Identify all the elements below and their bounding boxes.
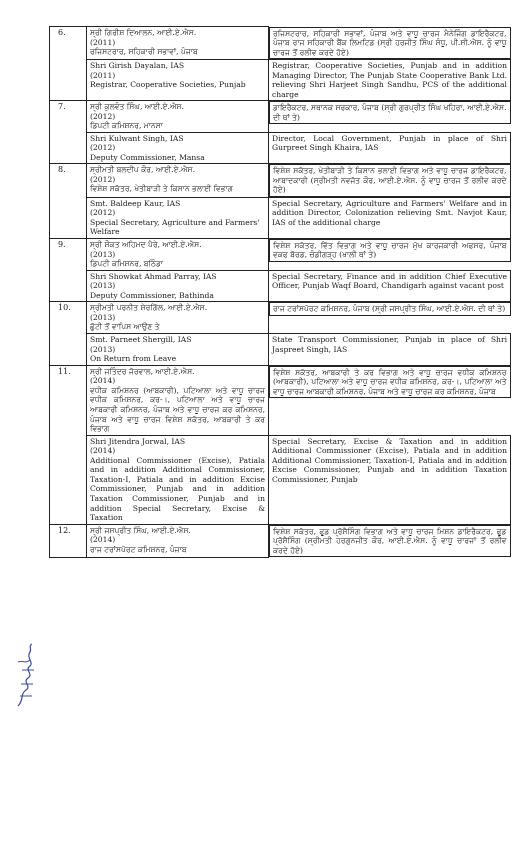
new-posting-punjabi: ਵਿਸ਼ੇਸ਼ ਸਕੱਤਰ, ਵਿੱਤ ਵਿਭਾਗ ਅਤੇ ਵਾਧੂ ਚਾਰਜ ਮੁੱਖ ਕਾਰਜਕਾਰੀ ਅਫਸਰ, ਪੰਜਾਬ ਵਕਫ ਬੋਰਡ, ਚੰਡੀਗੜ੍ਹ (ਖਾਲੀ ਥਾਂ ਤੇ) [269, 239, 511, 262]
batch-year: (2013) [90, 281, 116, 291]
current-posting: Special Secretary, Agriculture and Farmers' Welfare [90, 217, 260, 237]
officer-name-punjabi [87, 164, 269, 198]
table-row [50, 238, 511, 270]
officer-name-punjabi [87, 101, 269, 133]
current-posting: ਵਧੀਕ ਕਮਿਸ਼ਨਰ (ਆਬਕਾਰੀ), ਪਟਿਆਲਾ ਅਤੇ ਵਾਧੂ ਚਾਰਜ ਵਧੀਕ ਕਮਿਸ਼ਨਰ, ਕਰ-।, ਪਟਿਆਲਾ ਅਤੇ ਵਾਧੂ ਚਾਰਜ ਆਬਕਾਰੀ ਕਮਿਸ਼ਨਰ, ਪੰਜਾਬ ਅਤੇ ਵਾਧੂ ਚਾਰਜ ਕਰ ਕਮਿਸ਼ਨਰ, ਪੰਜਾਬ ਅਤੇ ਵਾਧੂ ਚਾਰਜ ਵਿਸ਼ੇਸ਼ ਸਕੱਤਰ, ਆਬਕਾਰੀ ਤੇ ਕਰ ਵਿਭਾਗ [90, 385, 265, 434]
officer-name-punjabi [87, 524, 269, 557]
serial-number: 6. [50, 27, 87, 101]
name-line: Shri Girish Dayalan, IAS [90, 61, 185, 70]
name-line: ਸ੍ਰੀਮਤੀ ਬਲਦੀਪ ਕੌਰ, ਆਈ.ਏ.ਐਸ. [90, 165, 195, 175]
new-posting-english: Special Secretary, Agriculture and Farmers' Welfare and in addition Director, Colonization relieving Smt. Navjot Kaur, IAS of the additional charge [269, 197, 511, 238]
batch-year: (2013) [90, 344, 116, 354]
batch-year: (2013) [90, 312, 116, 322]
new-posting-english: Special Secretary, Finance and in addition Chief Executive Officer, Punjab Waqf Board, Chandigarh against vacant post [269, 270, 511, 302]
new-posting-punjabi: ਰਾਜ ਟਰਾਂਸਪੋਰਟ ਕਮਿਸ਼ਨਰ, ਪੰਜਾਬ (ਸ੍ਰੀ ਜਸਪ੍ਰੀਤ ਸਿੰਘ, ਆਈ.ਏ.ਐਸ. ਦੀ ਥਾਂ ਤੇ) [269, 302, 511, 316]
table-row [50, 132, 511, 164]
current-posting: ਵਿਸ਼ੇਸ਼ ਸਕੱਤਰ, ਖੇਤੀਬਾੜੀ ਤੇ ਕਿਸਾਨ ਭਲਾਈ ਵਿਭਾਗ [90, 184, 233, 194]
batch-year: (2011) [90, 70, 116, 80]
name-line: Smt. Parneet Shergill, IAS [90, 335, 192, 345]
batch-year: (2012) [90, 208, 116, 218]
batch-year: (2014) [90, 535, 116, 545]
handwritten-signature [12, 640, 40, 710]
current-posting: ਡਿਪਟੀ ਕਮਿਸ਼ਨਰ, ਬਠਿੰਡਾ [90, 259, 164, 269]
name-line: ਸ੍ਰੀ ਜਤਿੰਦਰ ਜੋਰਵਾਲ, ਆਈ.ਏ.ਐਸ. [90, 366, 195, 376]
new-posting-english: Director, Local Government, Punjab in place of Shri Gurpreet Singh Khaira, IAS [269, 132, 511, 164]
table-row [50, 101, 511, 133]
current-posting: ਡਿਪਟੀ ਕਮਿਸ਼ਨਰ, ਮਾਨਸਾ [90, 121, 163, 131]
new-posting-english: Registrar, Cooperative Societies, Punjab and in addition Managing Director, The Punjab State Cooperative Bank Ltd. relieving Shri Harjeet Singh Sandhu, PCS of the additional charge [269, 60, 511, 101]
serial-number: 7. [50, 101, 87, 164]
table-row [50, 164, 511, 198]
table-row [50, 302, 511, 334]
batch-year: (2012) [90, 174, 116, 184]
batch-year: (2012) [90, 143, 116, 153]
new-posting-punjabi: ਵਿਸ਼ੇਸ਼ ਸਕੱਤਰ, ਖੇਤੀਬਾੜੀ ਤੇ ਕਿਸਾਨ ਭਲਾਈ ਵਿਭਾਗ ਅਤੇ ਵਾਧੂ ਚਾਰਜ ਡਾਇਰੈਕਟਰ, ਆਬਾਦਕਾਰੀ (ਸ੍ਰੀਮਤੀ ਨਵਜੋਤ ਕੌਰ, ਆਈ.ਏ.ਐਸ. ਨੂੰ ਵਾਧੂ ਚਾਰਜ ਤੋਂ ਰਲੀਵ ਕਰਦੇ ਹੋਏ) [269, 164, 511, 197]
new-posting-english: State Transport Commissioner, Punjab in place of Shri Jaspreet Singh, IAS [269, 334, 511, 366]
name-line: ਸ੍ਰੀ ਕੁਲਵੰਤ ਸਿੰਘ, ਆਈ.ਏ.ਐਸ. [90, 102, 184, 111]
new-posting-punjabi: ਵਿਸ਼ੇਸ਼ ਸਕੱਤਰ, ਫੂਡ ਪ੍ਰੋਸੈਸਿੰਗ ਵਿਭਾਗ ਅਤੇ ਵਾਧੂ ਚਾਰਜ ਮਿਸ਼ਨ ਡਾਇਰੈਕਟਰ, ਫੂਡ ਪ੍ਰੋਸੈਸਿੰਗ (ਸ੍ਰੀਮਤੀ ਹਰਗੁਨਜੀਤ ਕੌਰ, ਆਈ.ਏ.ਐਸ. ਨੂੰ ਵਾਧੂ ਚਾਰਜਾਂ ਤੋਂ ਰਲੀਵ ਕਰਦੇ ਹੋਏ) [269, 525, 511, 558]
current-posting: On Return from Leave [90, 354, 177, 364]
officer-name-english [87, 270, 269, 302]
table-row [50, 365, 511, 435]
table-row [50, 524, 511, 557]
officer-name-english [87, 132, 269, 164]
new-posting-english: Special Secretary, Excise & Taxation and in addition Additional Commissioner (Excise), Patiala and in addition Additional Commissioner, Taxation-I, Patiala and in addition Excise Commissioner, Punjab and in addition Taxation Commissioner, Punjab [269, 435, 511, 524]
serial-number: 8. [50, 164, 87, 239]
name-line: ਸ੍ਰੀ ਸ਼ੌਕਤ ਅਹਿਮਦ ਪੈਰੇ, ਆਈ.ਏ.ਐਸ. [90, 239, 202, 249]
officer-name-english [87, 60, 269, 101]
batch-year: (2012) [90, 111, 116, 121]
officer-name-punjabi [87, 302, 269, 334]
name-line: Shri Kulwant Singh, IAS [90, 133, 184, 143]
current-posting: Deputy Commissioner, Mansa [90, 152, 205, 162]
officer-name-english [87, 197, 269, 238]
name-line: Shri Jitendra Jorwal, IAS [90, 436, 186, 446]
officer-name-english [87, 334, 269, 366]
new-posting-punjabi: ਡਾਇਰੈਕਟਰ, ਸਥਾਨਕ ਸਰਕਾਰ, ਪੰਜਾਬ (ਸ੍ਰੀ ਗੁਰਪ੍ਰੀਤ ਸਿੰਘ ਖਹਿਰਾ, ਆਈ.ਏ.ਐਸ. ਦੀ ਥਾਂ ਤੇ) [269, 101, 511, 124]
name-line: Smt. Baldeep Kaur, IAS [90, 198, 181, 208]
table-row [50, 435, 511, 524]
table-row [50, 270, 511, 302]
serial-number: 12. [50, 524, 87, 557]
name-line: ਸ੍ਰੀ ਜਸਪ੍ਰੀਤ ਸਿੰਘ, ਆਈ.ਏ.ਐਸ. [90, 525, 191, 535]
name-line: ਸ੍ਰੀਮਤੀ ਪਰਨੀਤ ਸ਼ੇਰਗਿੱਲ, ਆਈ.ਏ.ਐਸ. [90, 303, 208, 313]
batch-year: (2013) [90, 249, 116, 259]
new-posting-punjabi: ਰਜਿਸਟਰਾਰ, ਸਹਿਕਾਰੀ ਸਭਾਵਾਂ, ਪੰਜਾਬ ਅਤੇ ਵਾਧੂ ਚਾਰਜ ਮੈਨੇਜਿੰਗ ਡਾਇਰੈਕਟਰ, ਪੰਜਾਬ ਰਾਜ ਸਹਿਕਾਰੀ ਬੈਂਕ ਲਿਮਟਿਡ (ਸ੍ਰੀ ਹਰਜੀਤ ਸਿੰਘ ਸੰਧੂ, ਪੀ.ਸੀ.ਐਸ. ਨੂੰ ਵਾਧੂ ਚਾਰਜ ਤੋਂ ਰਲੀਵ ਕਰਦੇ ਹੋਏ) [269, 27, 511, 60]
officer-name-english [87, 435, 269, 524]
officer-name-punjabi [87, 238, 269, 270]
name-line: ਸ੍ਰੀ ਗਿਰੀਸ਼ ਦਿਆਲਨ, ਆਈ.ਏ.ਐਸ. [90, 28, 197, 37]
serial-number: 9. [50, 238, 87, 301]
current-posting: Additional Commissioner (Excise), Patiala and in addition Additional Commissioner, Taxation-I, Patiala and in addition Excise Commissioner, Punjab and in addition Taxation Commissioner, Punjab and in addition Special Secretary, Excise & Taxation [90, 455, 265, 523]
table-row [50, 60, 511, 101]
name-line: Shri Showkat Ahmad Parray, IAS [90, 271, 217, 281]
table-row [50, 197, 511, 238]
batch-year: (2011) [90, 37, 116, 47]
serial-number: 11. [50, 365, 87, 524]
serial-number: 10. [50, 302, 87, 365]
transfer-orders-table [49, 26, 511, 558]
new-posting-punjabi: ਵਿਸ਼ੇਸ਼ ਸਕੱਤਰ, ਆਬਕਾਰੀ ਤੇ ਕਰ ਵਿਭਾਗ ਅਤੇ ਵਾਧੂ ਚਾਰਜ ਵਧੀਕ ਕਮਿਸ਼ਨਰ (ਆਬਕਾਰੀ), ਪਟਿਆਲਾ ਅਤੇ ਵਾਧੂ ਚਾਰਜ ਵਧੀਕ ਕਮਿਸ਼ਨਰ, ਕਰ-।, ਪਟਿਆਲਾ ਅਤੇ ਵਾਧੂ ਚਾਰਜ ਆਬਕਾਰੀ ਕਮਿਸ਼ਨਰ, ਪੰਜਾਬ ਅਤੇ ਵਾਧੂ ਚਾਰਜ ਕਰ ਕਮਿਸ਼ਨਰ, ਪੰਜਾਬ [269, 366, 511, 399]
batch-year: (2014) [90, 376, 116, 386]
current-posting: Registrar, Cooperative Societies, Punjab [90, 80, 246, 89]
table-row [50, 27, 511, 60]
current-posting: ਰਜਿਸਟਰਾਰ, ਸਹਿਕਾਰੀ ਸਭਾਵਾਂ, ਪੰਜਾਬ [90, 47, 198, 57]
officer-name-punjabi [87, 27, 269, 60]
batch-year: (2014) [90, 446, 116, 456]
table-row [50, 334, 511, 366]
current-posting: Deputy Commissioner, Bathinda [90, 290, 214, 300]
current-posting: ਰਾਜ ਟਰਾਂਸਪੋਰਟ ਕਮਿਸ਼ਨਰ, ਪੰਜਾਬ [90, 545, 187, 555]
current-posting: ਛੁੱਟੀ ਤੋਂ ਵਾਪਿਸ ਆਉਣ ਤੇ [90, 322, 160, 332]
officer-name-punjabi [87, 365, 269, 435]
